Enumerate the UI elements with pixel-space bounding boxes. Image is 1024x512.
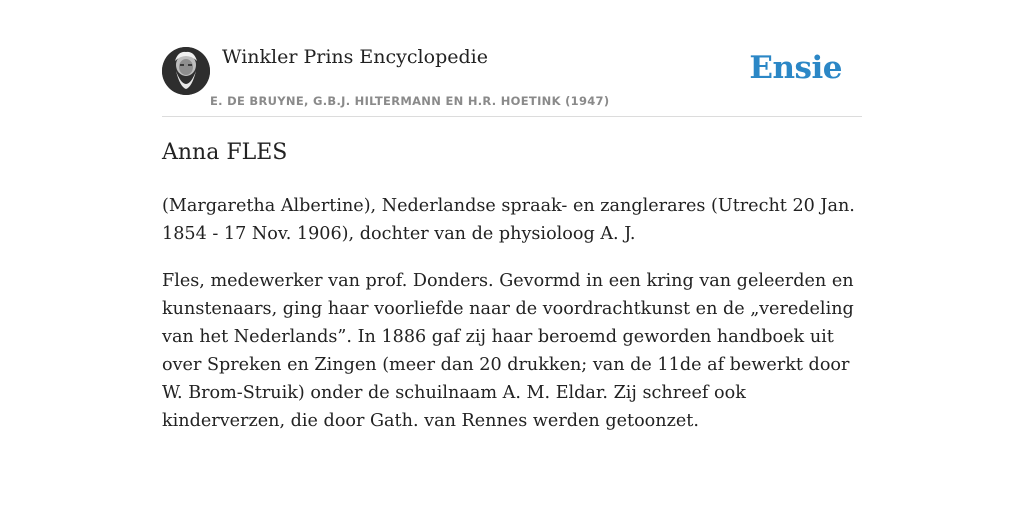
site-title-link[interactable]: Winkler Prins Encyclopedie [222,46,488,68]
article-paragraph: (Margaretha Albertine), Nederlandse spraak- en zanglerares (Utrecht 20 Jan. 1854 - 17 Nov. 1906), dochter van de physioloog A. J. [162,196,855,244]
article-body [162,192,862,454]
authors-byline: E. DE BRUYNE, G.B.J. HILTERMANN EN H.R. HOETINK (1947) [210,94,610,108]
article-title: Anna FLES [162,140,288,165]
page-header [162,0,862,117]
article-paragraph: Fles, medewerker van prof. Donders. Gevormd in een kring van geleerden en kunstenaars, ging haar voorliefde naar de voordrachtkunst en de „veredeling van het Nederlands”. In 1886 gaf zij haar beroemd geworden handboek uit over Spreken en Zingen (meer dan 20 drukken; van de 11de af bewerkt door W. Brom-Struik) onder de schuilnaam A. M. Eldar. Zij schreef ook kinderverzen, die door Gath. van Rennes werden getoonzet. [162,271,854,431]
ensie-logo-link[interactable]: Ensie [749,50,842,86]
page-container [162,0,862,431]
portrait-avatar-icon [162,47,210,95]
author-avatar[interactable] [162,47,210,95]
